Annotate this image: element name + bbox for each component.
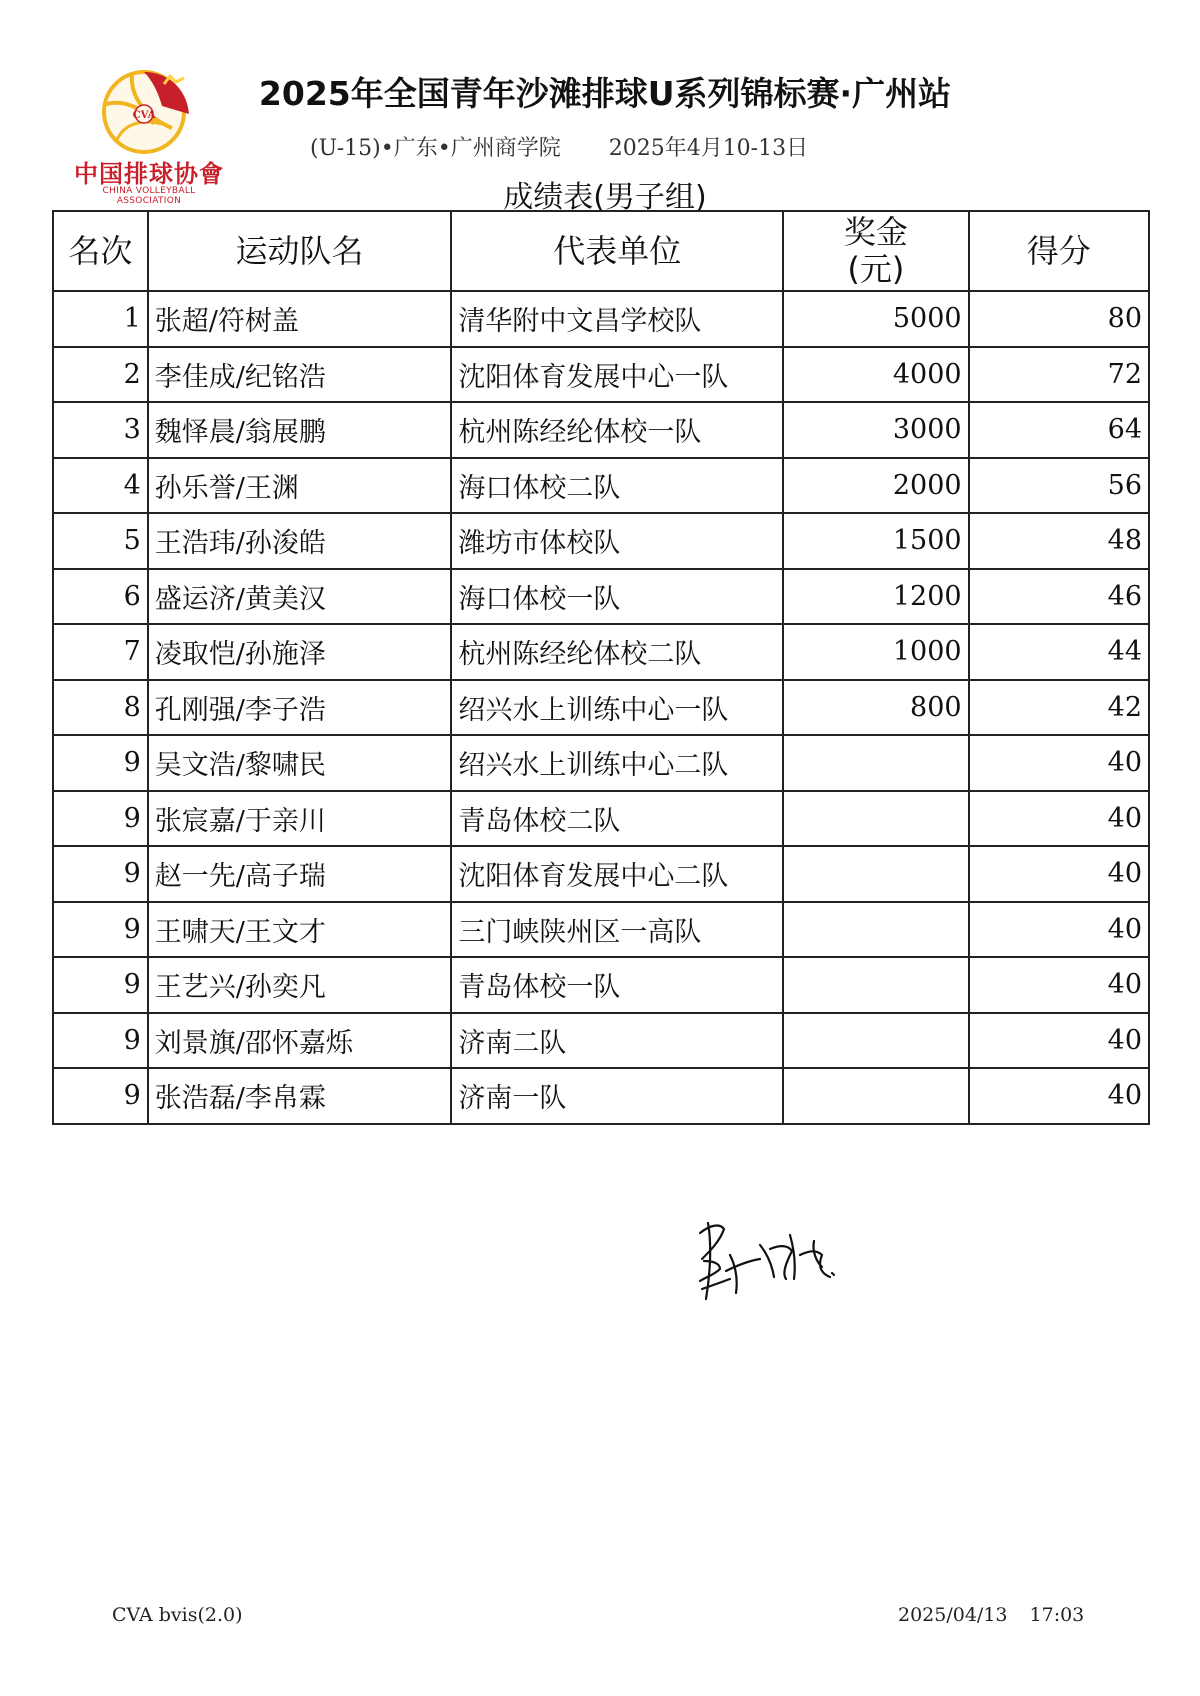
logo-text-cn: 中国排球协會 (74, 159, 224, 188)
score-cell: 44 (969, 624, 1149, 680)
team-cell: 孙乐誉/王渊 (148, 458, 452, 514)
event-date: 2025年4月10-13日 (608, 136, 809, 161)
score-cell: 40 (969, 1013, 1149, 1069)
team-cell: 王浩玮/孙浚皓 (148, 513, 452, 569)
prize-cell: 1500 (783, 513, 969, 569)
score-cell: 56 (969, 458, 1149, 514)
unit-cell: 青岛体校一队 (451, 957, 783, 1013)
logo-badge-text: CVA (132, 110, 156, 121)
unit-cell: 杭州陈经纶体校一队 (451, 402, 783, 458)
score-cell: 72 (969, 347, 1149, 403)
team-cell: 盛运济/黄美汉 (148, 569, 452, 625)
table-row (53, 1013, 1149, 1069)
prize-cell (783, 1013, 969, 1069)
score-cell: 64 (969, 402, 1149, 458)
footer-timestamp (898, 1604, 1084, 1626)
team-cell: 孔刚强/李子浩 (148, 680, 452, 736)
prize-cell (783, 846, 969, 902)
team-cell: 李佳成/纪铭浩 (148, 347, 452, 403)
team-cell: 赵一先/高子瑞 (148, 846, 452, 902)
score-cell: 40 (969, 846, 1149, 902)
prize-cell (783, 957, 969, 1013)
rank-cell: 9 (53, 1068, 148, 1124)
score-cell: 40 (969, 791, 1149, 847)
prize-cell: 5000 (783, 291, 969, 347)
table-row (53, 680, 1149, 736)
score-cell: 42 (969, 680, 1149, 736)
results-table (52, 210, 1150, 1125)
prize-cell (783, 791, 969, 847)
unit-cell: 绍兴水上训练中心二队 (451, 735, 783, 791)
event-subtitle (310, 131, 808, 162)
signature-icon (690, 1215, 860, 1310)
table-title: 成绩表(男子组) (503, 180, 707, 215)
team-cell: 张宸嘉/于亲川 (148, 791, 452, 847)
rank-cell: 9 (53, 791, 148, 847)
unit-cell: 海口体校一队 (451, 569, 783, 625)
team-cell: 凌取恺/孙施泽 (148, 624, 452, 680)
team-cell: 魏怿晨/翁展鹏 (148, 402, 452, 458)
handwritten-signature (690, 1215, 860, 1314)
rank-cell: 9 (53, 846, 148, 902)
rank-cell: 9 (53, 957, 148, 1013)
rank-cell: 7 (53, 624, 148, 680)
table-row (53, 902, 1149, 958)
table-row (53, 569, 1149, 625)
prize-cell: 800 (783, 680, 969, 736)
results-body (53, 291, 1149, 1124)
score-cell: 48 (969, 513, 1149, 569)
unit-cell: 潍坊市体校队 (451, 513, 783, 569)
prize-cell: 3000 (783, 402, 969, 458)
team-cell: 吴文浩/黎啸民 (148, 735, 452, 791)
score-cell: 80 (969, 291, 1149, 347)
unit-cell: 清华附中文昌学校队 (451, 291, 783, 347)
page-title: 2025年全国青年沙滩排球U系列锦标赛·广州站 (258, 74, 952, 113)
footer-date: 2025/04/13 (898, 1604, 1008, 1626)
rank-cell: 8 (53, 680, 148, 736)
rank-cell: 6 (53, 569, 148, 625)
score-cell: 40 (969, 735, 1149, 791)
table-row (53, 735, 1149, 791)
rank-cell: 4 (53, 458, 148, 514)
team-cell: 张超/符树盖 (148, 291, 452, 347)
prize-cell (783, 1068, 969, 1124)
table-row (53, 513, 1149, 569)
prize-cell: 4000 (783, 347, 969, 403)
header-team: 运动队名 (148, 211, 452, 291)
header-prize-line2: (元) (847, 250, 905, 288)
table-row (53, 624, 1149, 680)
unit-cell: 三门峡陕州区一高队 (451, 902, 783, 958)
rank-cell: 5 (53, 513, 148, 569)
team-cell: 王艺兴/孙奕凡 (148, 957, 452, 1013)
unit-cell: 沈阳体育发展中心二队 (451, 846, 783, 902)
rank-cell: 9 (53, 902, 148, 958)
score-cell: 40 (969, 902, 1149, 958)
unit-cell: 沈阳体育发展中心一队 (451, 347, 783, 403)
prize-cell: 1200 (783, 569, 969, 625)
rank-cell: 2 (53, 347, 148, 403)
event-location: (U-15)•广东•广州商学院 (310, 136, 561, 161)
table-header-row (53, 211, 1149, 291)
volleyball-logo-icon (92, 66, 204, 156)
footer-version: CVA bvis(2.0) (112, 1604, 243, 1626)
table-row (53, 291, 1149, 347)
score-cell: 40 (969, 1068, 1149, 1124)
footer-time: 17:03 (1029, 1604, 1085, 1626)
unit-cell: 济南一队 (451, 1068, 783, 1124)
header-unit: 代表单位 (451, 211, 783, 291)
prize-cell: 1000 (783, 624, 969, 680)
rank-cell: 9 (53, 735, 148, 791)
table-row (53, 957, 1149, 1013)
score-cell: 40 (969, 957, 1149, 1013)
prize-cell (783, 902, 969, 958)
table-row (53, 846, 1149, 902)
rank-cell: 1 (53, 291, 148, 347)
rank-cell: 9 (53, 1013, 148, 1069)
team-cell: 张浩磊/李帛霖 (148, 1068, 452, 1124)
table-row (53, 402, 1149, 458)
prize-cell (783, 735, 969, 791)
team-cell: 王啸天/王文才 (148, 902, 452, 958)
header-prize-line1: 奖金 (843, 213, 908, 252)
table-row (53, 458, 1149, 514)
unit-cell: 杭州陈经纶体校二队 (451, 624, 783, 680)
unit-cell: 青岛体校二队 (451, 791, 783, 847)
unit-cell: 绍兴水上训练中心一队 (451, 680, 783, 736)
prize-cell: 2000 (783, 458, 969, 514)
table-row (53, 791, 1149, 847)
team-cell: 刘景旗/邵怀嘉烁 (148, 1013, 452, 1069)
header-score: 得分 (969, 211, 1149, 291)
table-row (53, 1068, 1149, 1124)
header-prize (783, 211, 969, 291)
score-cell: 46 (969, 569, 1149, 625)
unit-cell: 济南二队 (451, 1013, 783, 1069)
table-row (53, 347, 1149, 403)
unit-cell: 海口体校二队 (451, 458, 783, 514)
header-rank: 名次 (53, 211, 148, 291)
rank-cell: 3 (53, 402, 148, 458)
logo-text-en: CHINA VOLLEYBALL ASSOCIATION (102, 186, 196, 206)
